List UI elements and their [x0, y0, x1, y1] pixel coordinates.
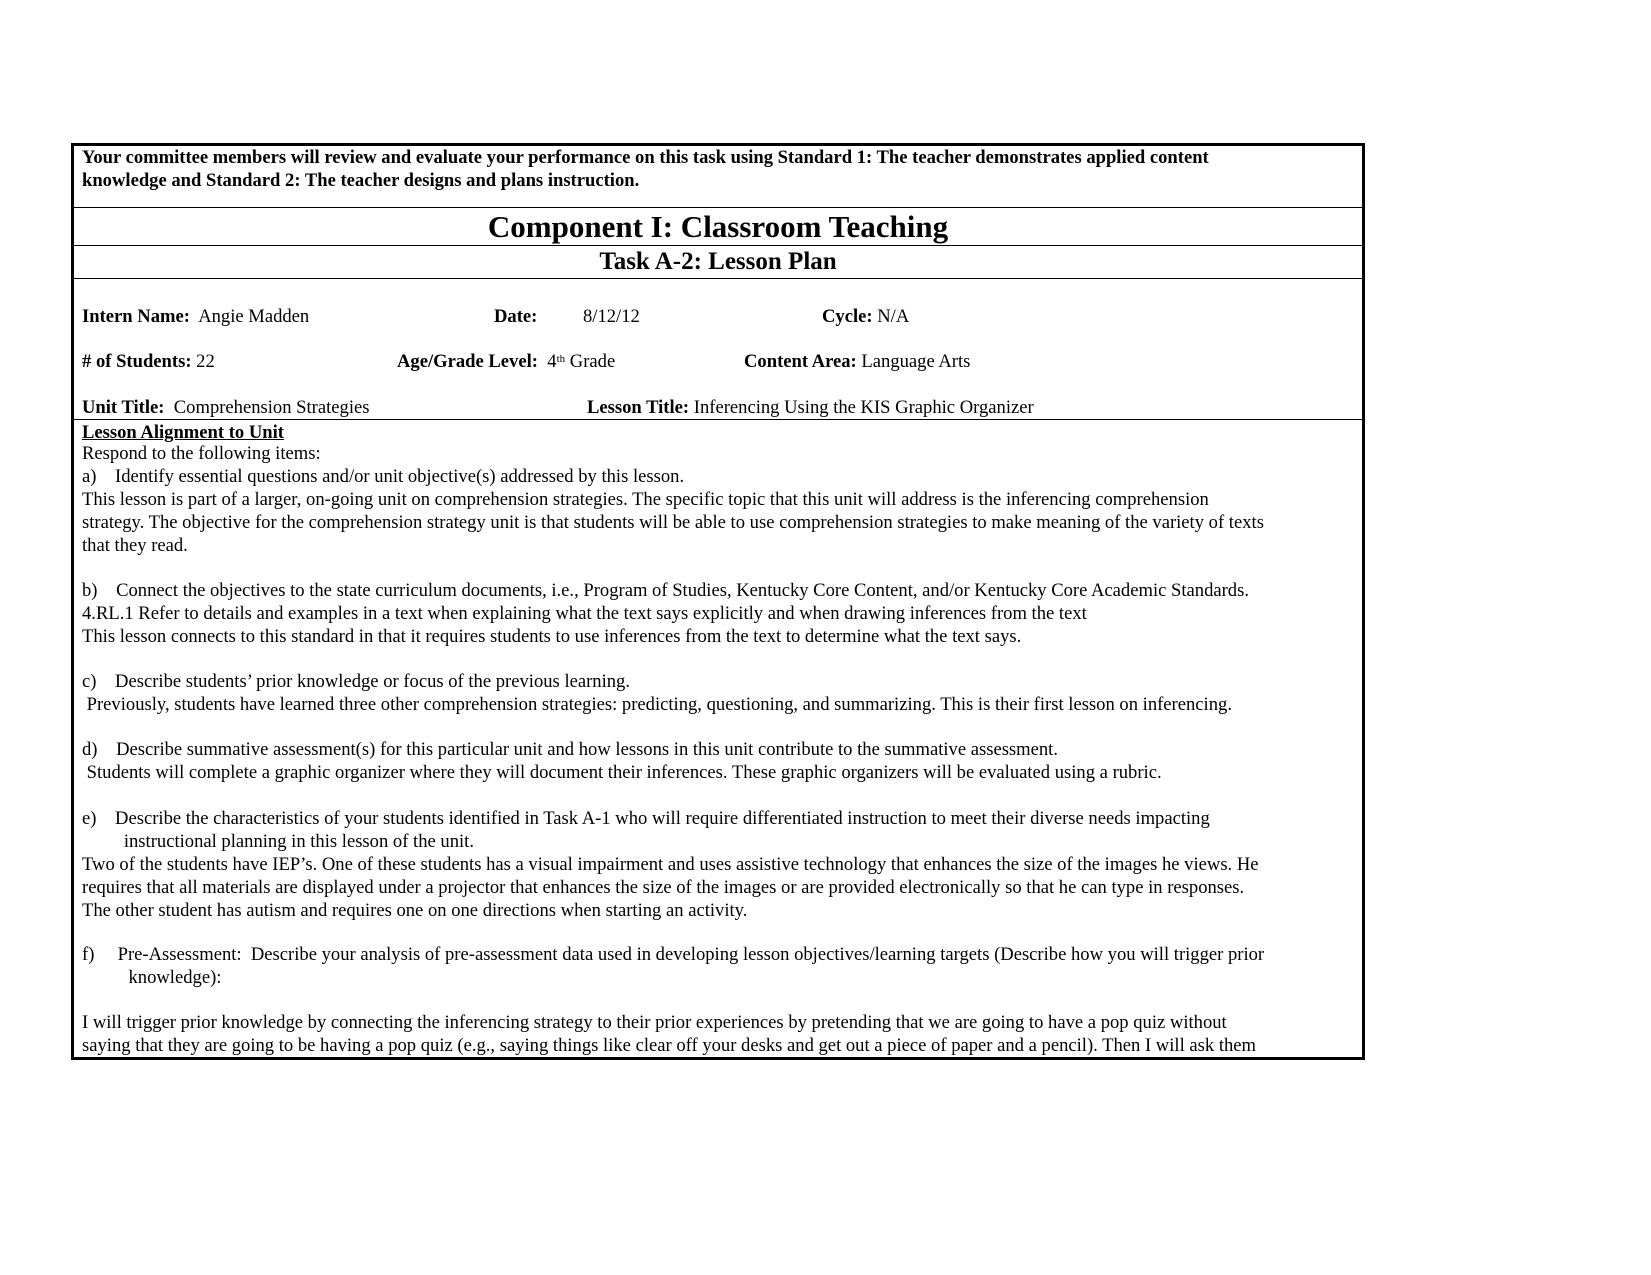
lesson-label: Lesson Title: [587, 397, 690, 418]
divider [71, 419, 1365, 420]
alignment-line: b) Connect the objectives to the state curriculum documents, i.e., Program of Studies, Kentucky Core Content, and/or Kentucky Core Academic Standards. [82, 580, 1249, 601]
lesson-title-field [587, 396, 1034, 419]
alignment-line: 4.RL.1 Refer to details and examples in a text when explaining what the text says explicitly and when drawing inferences from the text [82, 603, 1087, 624]
alignment-line: knowledge): [82, 967, 222, 988]
cycle-value: N/A [877, 306, 910, 327]
alignment-line: Previously, students have learned three other comprehension strategies: predicting, questioning, and summarizing. This is their first lesson on inferencing. [82, 694, 1232, 715]
intern-value: Angie Madden [198, 306, 310, 327]
unit-value: Comprehension Strategies [173, 397, 370, 418]
alignment-line: This lesson connects to this standard in that it requires students to use inferences from the text to determine what the text says. [82, 626, 1022, 647]
header-note-line: Your committee members will review and evaluate your performance on this task using Standard 1: The teacher demonstrates applied content [82, 147, 1209, 168]
students-label: # of Students: [82, 351, 192, 372]
unit-title-field [82, 396, 370, 419]
content-label: Content Area: [744, 351, 857, 372]
task-title: Task A-2: Lesson Plan [599, 248, 837, 275]
date-value: 8/12/12 [583, 306, 640, 327]
alignment-line: Two of the students have IEP’s. One of these students has a visual impairment and uses assistive technology that enhances the size of the images he views. He [82, 854, 1259, 875]
alignment-line: strategy. The objective for the comprehension strategy unit is that students will be able to use comprehension strategies to make meaning of the variety of texts [82, 512, 1264, 533]
alignment-line: e) Describe the characteristics of your students identified in Task A-1 who will require differentiated instruction to meet their diverse needs impacting [82, 808, 1210, 829]
content-area-field [744, 350, 970, 373]
alignment-line: a) Identify essential questions and/or unit objective(s) addressed by this lesson. [82, 466, 685, 487]
lesson-value: Inferencing Using the KIS Graphic Organizer [693, 397, 1034, 418]
header-note-line: knowledge and Standard 2: The teacher designs and plans instruction. [82, 170, 640, 191]
students-field [82, 350, 215, 373]
alignment-line: This lesson is part of a larger, on-going unit on comprehension strategies. The specific topic that this unit will address is the inferencing comprehension [82, 489, 1209, 510]
grade-label: Age/Grade Level: [397, 351, 538, 372]
alignment-line: I will trigger prior knowledge by connecting the inferencing strategy to their prior experiences by pretending that we are going to have a pop quiz without [82, 1012, 1227, 1033]
alignment-line: that they read. [82, 535, 188, 556]
alignment-line: c) Describe students’ prior knowledge or focus of the previous learning. [82, 671, 631, 692]
intern-name-field [82, 305, 309, 328]
alignment-line: requires that all materials are displayed under a projector that enhances the size of the images or are provided electronically so that he can type in responses. [82, 877, 1245, 898]
students-value: 22 [196, 351, 215, 372]
date-label: Date: [494, 306, 538, 327]
grade-field [397, 350, 615, 373]
alignment-line: d) Describe summative assessment(s) for this particular unit and how lessons in this unit contribute to the summative assessment. [82, 739, 1058, 760]
cycle-field [822, 305, 909, 328]
cycle-label: Cycle: [822, 306, 873, 327]
grade-rest: Grade [569, 351, 616, 372]
intern-label: Intern Name: [82, 306, 190, 327]
alignment-line: Students will complete a graphic organizer where they will document their inferences. These graphic organizers will be evaluated using a rubric. [82, 762, 1162, 783]
alignment-line: f) Pre-Assessment: Describe your analysis of pre-assessment data used in developing lesson objectives/learning targets (Describe how you will trigger prior [82, 944, 1265, 965]
alignment-heading: Lesson Alignment to Unit [82, 422, 284, 443]
grade-num: 4 [547, 351, 557, 372]
grade-sup: th [556, 353, 566, 365]
content-value: Language Arts [861, 351, 971, 372]
alignment-line: saying that they are going to be having a pop quiz (e.g., saying things like clear off your desks and get out a piece of paper and a pencil). Then I will ask them [82, 1035, 1256, 1056]
unit-label: Unit Title: [82, 397, 165, 418]
alignment-intro: Respond to the following items: [82, 443, 321, 464]
alignment-line: The other student has autism and requires one on one directions when starting an activity. [82, 900, 748, 921]
alignment-line: instructional planning in this lesson of the unit. [82, 831, 474, 852]
divider [71, 278, 1365, 279]
component-title: Component I: Classroom Teaching [487, 209, 949, 244]
